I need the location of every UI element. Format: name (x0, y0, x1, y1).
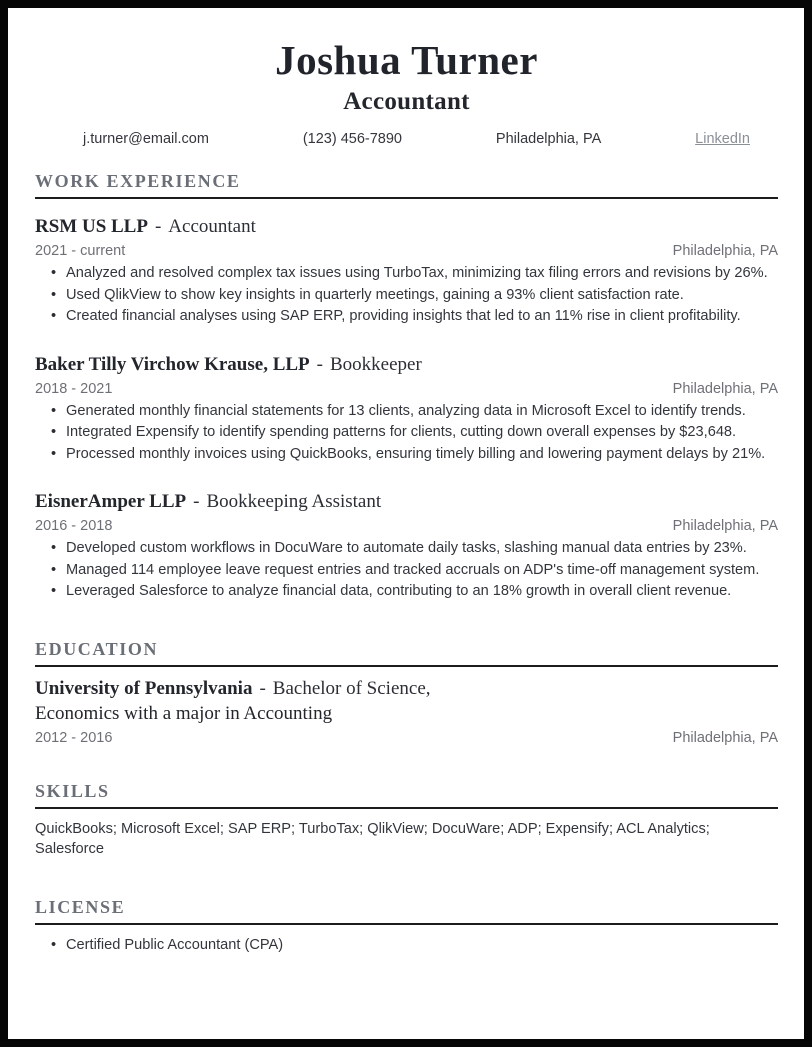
skills-list-text: QuickBooks; Microsoft Excel; SAP ERP; TurboTax; QlikView; DocuWare; ADP; Expensify; ACL Analytics; Salesforce (35, 820, 710, 857)
job-separator: - (316, 353, 323, 375)
education-dates: 2012 - 2016 (35, 729, 113, 746)
job-title-line (35, 214, 778, 239)
job-bullet-list (35, 538, 778, 603)
job-bullet: • Used QlikView to show key insights in quarterly meetings, gaining a 93% client satisfaction rate. (35, 285, 778, 307)
job-role: Bookkeeping Assistant (206, 491, 382, 512)
contact-email: j.turner@email.com (83, 131, 209, 147)
education-school: University of Pennsylvania (35, 677, 253, 699)
job-bullet: • Generated monthly financial statements for 13 clients, analyzing data in Microsoft Excel to identify trends. (35, 401, 778, 423)
job-bullet-list (35, 401, 778, 466)
candidate-title: Accountant (343, 88, 470, 115)
candidate-name: Joshua Turner (275, 37, 538, 83)
job-role: Bookkeeper (329, 353, 422, 375)
job-title-line (35, 352, 778, 377)
section-divider (35, 197, 778, 199)
section-work-experience (35, 171, 778, 603)
education-separator: - (259, 677, 266, 699)
contact-row (83, 131, 750, 147)
job-meta (35, 518, 778, 534)
license-list (35, 935, 778, 957)
job-location: Philadelphia, PA (672, 380, 778, 397)
resume-header (35, 37, 778, 147)
contact-phone: (123) 456-7890 (302, 131, 402, 147)
section-license (35, 897, 778, 957)
work-experience-heading: WORK EXPERIENCE (35, 171, 241, 191)
job-bullet: • Managed 114 employee leave request entries and tracked accruals on ADP's time-off management system. (35, 560, 778, 582)
section-divider (35, 665, 778, 667)
job-role: Accountant (168, 216, 256, 237)
job-bullet: • Leveraged Salesforce to analyze financial data, contributing to an 18% growth in overall client revenue. (35, 581, 778, 603)
job-bullet-list (35, 263, 778, 328)
job-separator: - (154, 216, 162, 237)
linkedin-link[interactable]: LinkedIn (695, 131, 750, 147)
education-meta (35, 730, 778, 746)
job-location: Philadelphia, PA (672, 518, 778, 534)
job-dates: 2021 - current (35, 243, 126, 259)
job-dates: 2018 - 2021 (35, 380, 113, 397)
job-meta (35, 243, 778, 259)
job-bullet: • Integrated Expensify to identify spending patterns for clients, cutting down overall expenses by $23,648. (35, 422, 778, 444)
job-bullet: • Processed monthly invoices using QuickBooks, ensuring timely billing and lowering payment delays by 21%. (35, 444, 778, 466)
job-company: Baker Tilly Virchow Krause, LLP (35, 353, 310, 375)
section-divider (35, 923, 778, 925)
section-divider (35, 807, 778, 809)
job-entry (35, 489, 778, 603)
job-bullet: • Developed custom workflows in DocuWare to automate daily tasks, slashing manual data entries by 23%. (35, 538, 778, 560)
job-entry (35, 214, 778, 328)
education-title-line (35, 676, 778, 701)
job-meta (35, 381, 778, 397)
job-entry (35, 352, 778, 466)
license-heading: LICENSE (35, 896, 126, 917)
license-item: • Certified Public Accountant (CPA) (35, 935, 778, 957)
job-dates: 2016 - 2018 (35, 518, 113, 534)
skills-heading: SKILLS (35, 780, 110, 801)
education-heading: EDUCATION (35, 638, 159, 659)
section-skills (35, 781, 778, 860)
job-separator: - (193, 491, 200, 512)
section-education (35, 639, 778, 746)
job-location: Philadelphia, PA (672, 243, 778, 259)
contact-location: Philadelphia, PA (495, 131, 602, 147)
job-bullet: • Analyzed and resolved complex tax issues using TurboTax, minimizing tax filing errors and revisions by 26%. (35, 263, 778, 285)
education-degree-line1: Bachelor of Science, (272, 677, 431, 699)
job-company: EisnerAmper LLP (35, 491, 187, 512)
education-entry (35, 676, 778, 746)
education-location: Philadelphia, PA (672, 729, 778, 746)
job-title-line (35, 489, 778, 514)
job-company: RSM US LLP (35, 216, 148, 237)
job-bullet: • Created financial analyses using SAP ERP, providing insights that led to an 11% rise in client profitability. (35, 306, 778, 328)
education-degree-line2: Economics with a major in Accounting (35, 702, 333, 724)
